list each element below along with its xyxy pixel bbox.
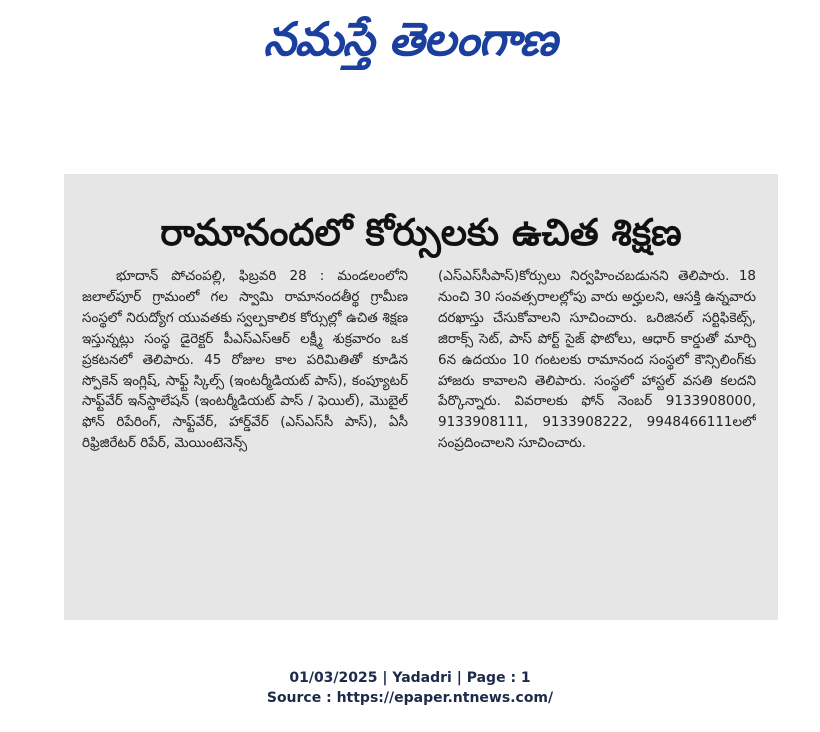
article-column-right — [438, 266, 756, 606]
masthead-logo: నమస్తే తెలంగాణ — [263, 12, 557, 66]
news-clipping — [64, 174, 778, 620]
page-footer — [0, 668, 820, 708]
article-paragraph-right: (ఎస్ఎస్‌సీపాస్)కోర్సులు నిర్వహించబడునని తెలిపారు. 18 నుంచి 30 సంవత్సరాలల్లోపు వారు అర్హులని, ఆసక్తి ఉన్నవారు దరఖాస్తు చేసుకోవాలని సూచించారు. ఒరిజినల్ సర్టిఫికెట్స్, జిరాక్స్ సెట్, పాస్ పోర్ట్ సైజ్ ఫొటోలు, ఆధార్ కార్డుతో మార్చి 6న ఉదయం 10 గంటలకు రామానంద సంస్థలో కౌన్సిలింగ్‌కు హాజరు కావాలని తెలిపారు. సంస్థలో హాస్టల్ వసతి కలదని పేర్కొన్నారు. వివరాలకు ఫోన్ నెంబర్ 9133908000, 9133908111, 9133908222, 9948466111లలో సంప్రదించాలని సూచించారు. — [438, 268, 756, 452]
article-headline: రామానందలో కోర్సులకు ఉచిత శిక్షణ — [160, 211, 682, 254]
source-link[interactable]: Source : https://epaper.ntnews.com/ — [266, 690, 554, 706]
article-column-left — [82, 266, 408, 606]
edition-info: 01/03/2025 | Yadadri | Page : 1 — [289, 670, 531, 686]
article-paragraph-left: భూదాన్ పోచంపల్లి, ఫిబ్రవరి 28 : మండలంలోని జలాల్‌పూర్ గ్రామంలో గల స్వామి రామానందతీర్థ గ్రామీణ సంస్థలో నిరుద్యోగ యువతకు స్వల్పకాలిక కోర్సుల్లో ఉచిత శిక్షణ ఇస్తున్నట్లు సంస్థ డైరెక్టర్ పీఎస్ఎస్ఆర్ లక్ష్మీ శుక్రవారం ఒక ప్రకటనలో తెలిపారు. 45 రోజుల కాల పరిమితితో కూడిన స్పోకెన్ ఇంగ్లిష్, సాఫ్ట్ స్కిల్స్ (ఇంటర్మీడియట్ పాస్), కంప్యూటర్ సాఫ్ట్‌వేర్ ఇన్‌స్టాలేషన్ (ఇంటర్మీడియట్ పాస్ / ఫెయిల్), మొబైల్ ఫోన్ రిపేరింగ్, సాఫ్ట్‌వేర్, హార్డ్‌వేర్ (ఎస్ఎస్‌సీ పాస్), ఏసీ రిఫ్రిజిరేటర్ రిపేర్, మెయింటెనెన్స్ — [82, 268, 408, 452]
